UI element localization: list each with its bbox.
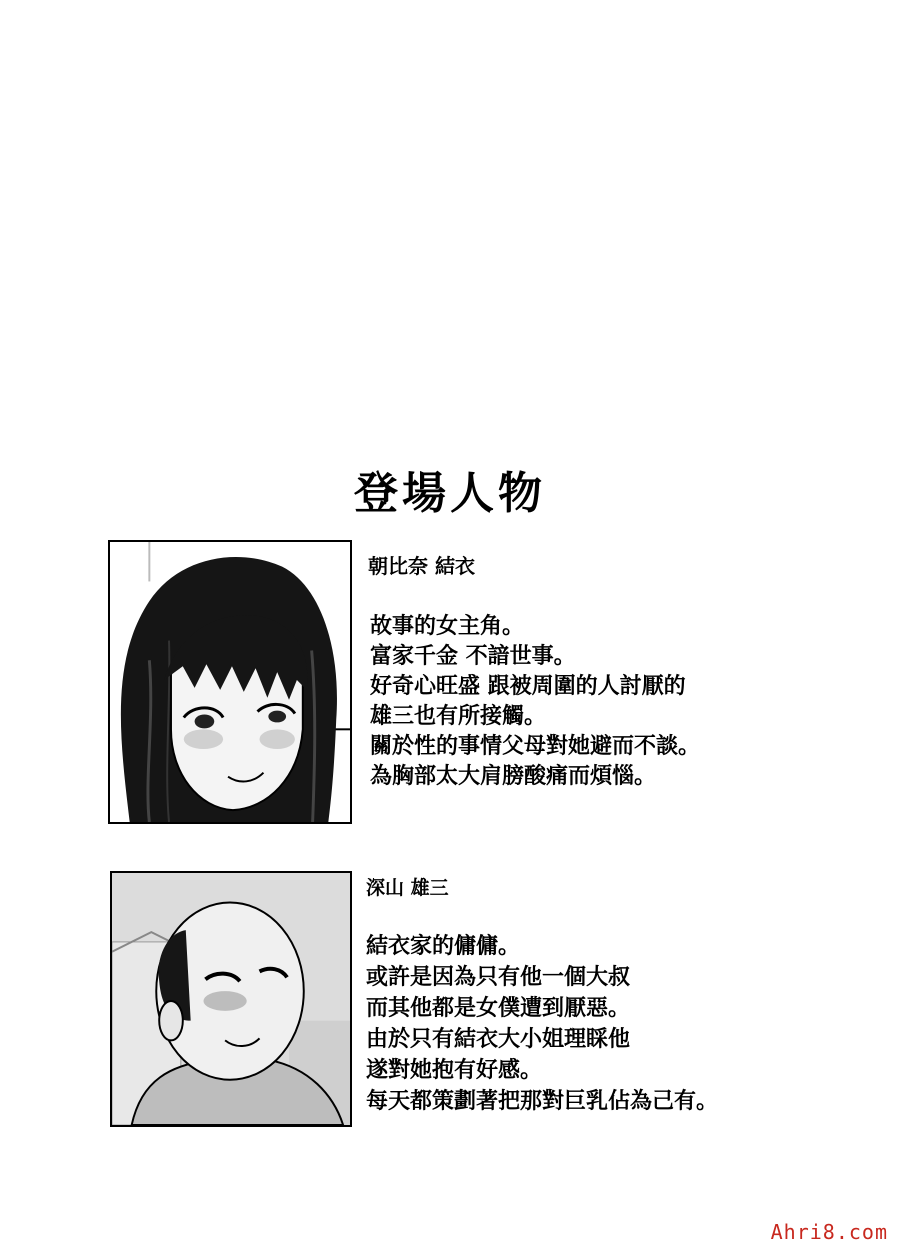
description-line: 由於只有結衣大小姐理睬他: [366, 1027, 631, 1052]
description-line: 好奇心旺盛 跟被周圍的人討厭的: [370, 674, 686, 699]
description-line: 或許是因為只有他一個大叔: [366, 965, 631, 990]
site-watermark: Ahri8.com: [770, 1220, 888, 1244]
description-line: 每天都策劃著把那對巨乳佔為己有。: [366, 1089, 719, 1114]
description-line: 故事的女主角。: [370, 614, 525, 639]
description-line: 遂對她抱有好感。: [366, 1058, 543, 1083]
character-description-yui: [370, 612, 700, 792]
description-line: 為胸部太大肩膀酸痛而煩惱。: [370, 764, 657, 789]
description-line: 富家千金 不諳世事。: [370, 644, 576, 669]
character-portrait-yuzo: [110, 871, 352, 1127]
description-line: 而其他都是女僕遭到厭惡。: [366, 996, 631, 1021]
page-title: 登場人物: [354, 468, 546, 519]
description-line: 結衣家的傭傭。: [366, 934, 521, 959]
character-description-yuzo: [366, 931, 718, 1117]
description-line: 雄三也有所接觸。: [370, 704, 547, 729]
character-portrait-yui: [108, 540, 352, 824]
character-name-yui: 朝比奈 結衣: [368, 554, 475, 578]
character-name-yuzo: 深山 雄三: [366, 877, 449, 899]
description-line: 關於性的事情父母對她避而不談。: [370, 734, 701, 759]
